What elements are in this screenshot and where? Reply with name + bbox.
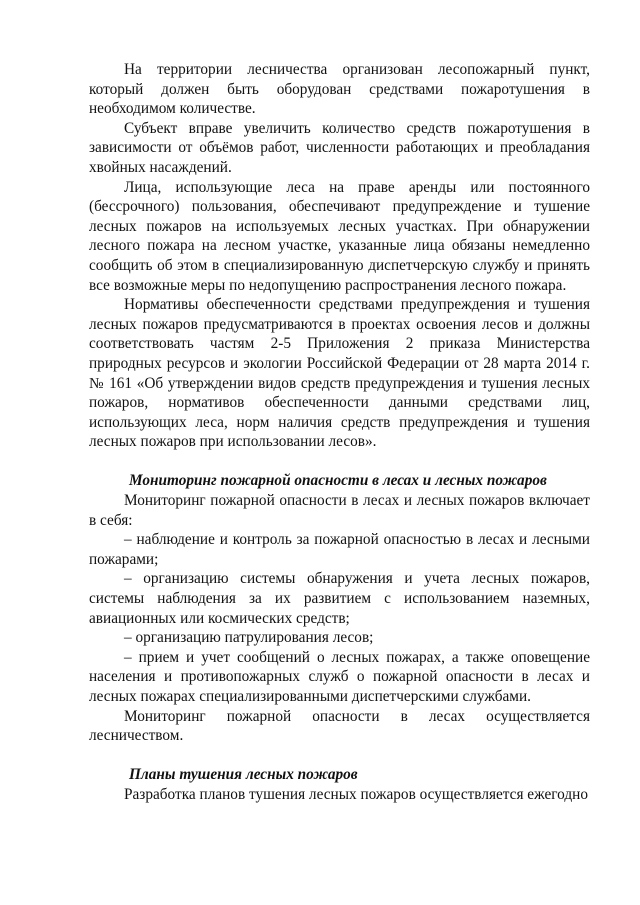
section-gap — [89, 452, 590, 472]
heading-plans: Планы тушения лесных пожаров — [129, 766, 358, 784]
paragraph-increase-means: Субъект вправе увеличить количество средств пожаротушения в зависимости от объёмов работ, численности работающих и преобладания хвойных насаждений. — [89, 119, 590, 176]
paragraph-plans-development: Разработка планов тушения лесных пожаров осуществляется ежегодно — [124, 785, 588, 803]
paragraph-monitoring-includes: Мониторинг пожарной опасности в лесах и лесных пожаров включает в себя: — [89, 492, 590, 529]
section-gap — [89, 746, 590, 766]
document-page — [89, 60, 590, 805]
paragraph-monitoring-by-forestry: Мониторинг пожарной опасности в лесах осуществляется лесничеством. — [89, 707, 590, 745]
list-item-reports: – прием и учет сообщений о лесных пожарах, а также оповещение населения и противопожарных служб о пожарной опасности в лесах и лесных пожарах специализированными диспетчерскими службами. — [89, 648, 590, 705]
list-item-observation: – наблюдение и контроль за пожарной опасностью в лесах и лесными пожарами; — [89, 531, 590, 568]
paragraph-fire-station: На территории лесничества организован лесопожарный пункт, который должен быть оборудован средствами пожаротушения в необходимом количестве. — [89, 61, 590, 118]
list-item-detection-system: – организацию системы обнаружения и учета лесных пожаров, системы наблюдения за их развитием с использованием наземных, авиационных или космических средств; — [89, 570, 590, 627]
paragraph-lessees-duties: Лица, использующие леса на праве аренды или постоянного (бессрочного) пользования, обеспечивают предупреждение и тушение лесных пожаров на используемых лесных участках. При обнаружении лесного пожара на лесном участке, указанные лица обязаны немедленно сообщить об этом в специализированную диспетчерскую службу и принять все возможные меры по недопущению распространения лесного пожара. — [89, 178, 590, 294]
paragraph-norms: Нормативы обеспеченности средствами предупреждения и тушения лесных пожаров предусматриваются в проектах освоения лесов и должны соответствовать частям 2-5 Приложения 2 приказа Министерства природных ресурсов и экологии Российской Федерации от 28 марта 2014 г. № 161 «Об утверждении видов средств предупреждения и тушения лесных пожаров, нормативов обеспеченности данными средствами лиц, использующих леса, норм наличия средств предупреждения и тушения лесных пожаров при использовании лесов». — [89, 296, 590, 451]
heading-monitoring: Мониторинг пожарной опасности в лесах и лесных пожаров — [129, 472, 547, 490]
list-item-patrolling: – организацию патрулирования лесов; — [124, 629, 374, 647]
